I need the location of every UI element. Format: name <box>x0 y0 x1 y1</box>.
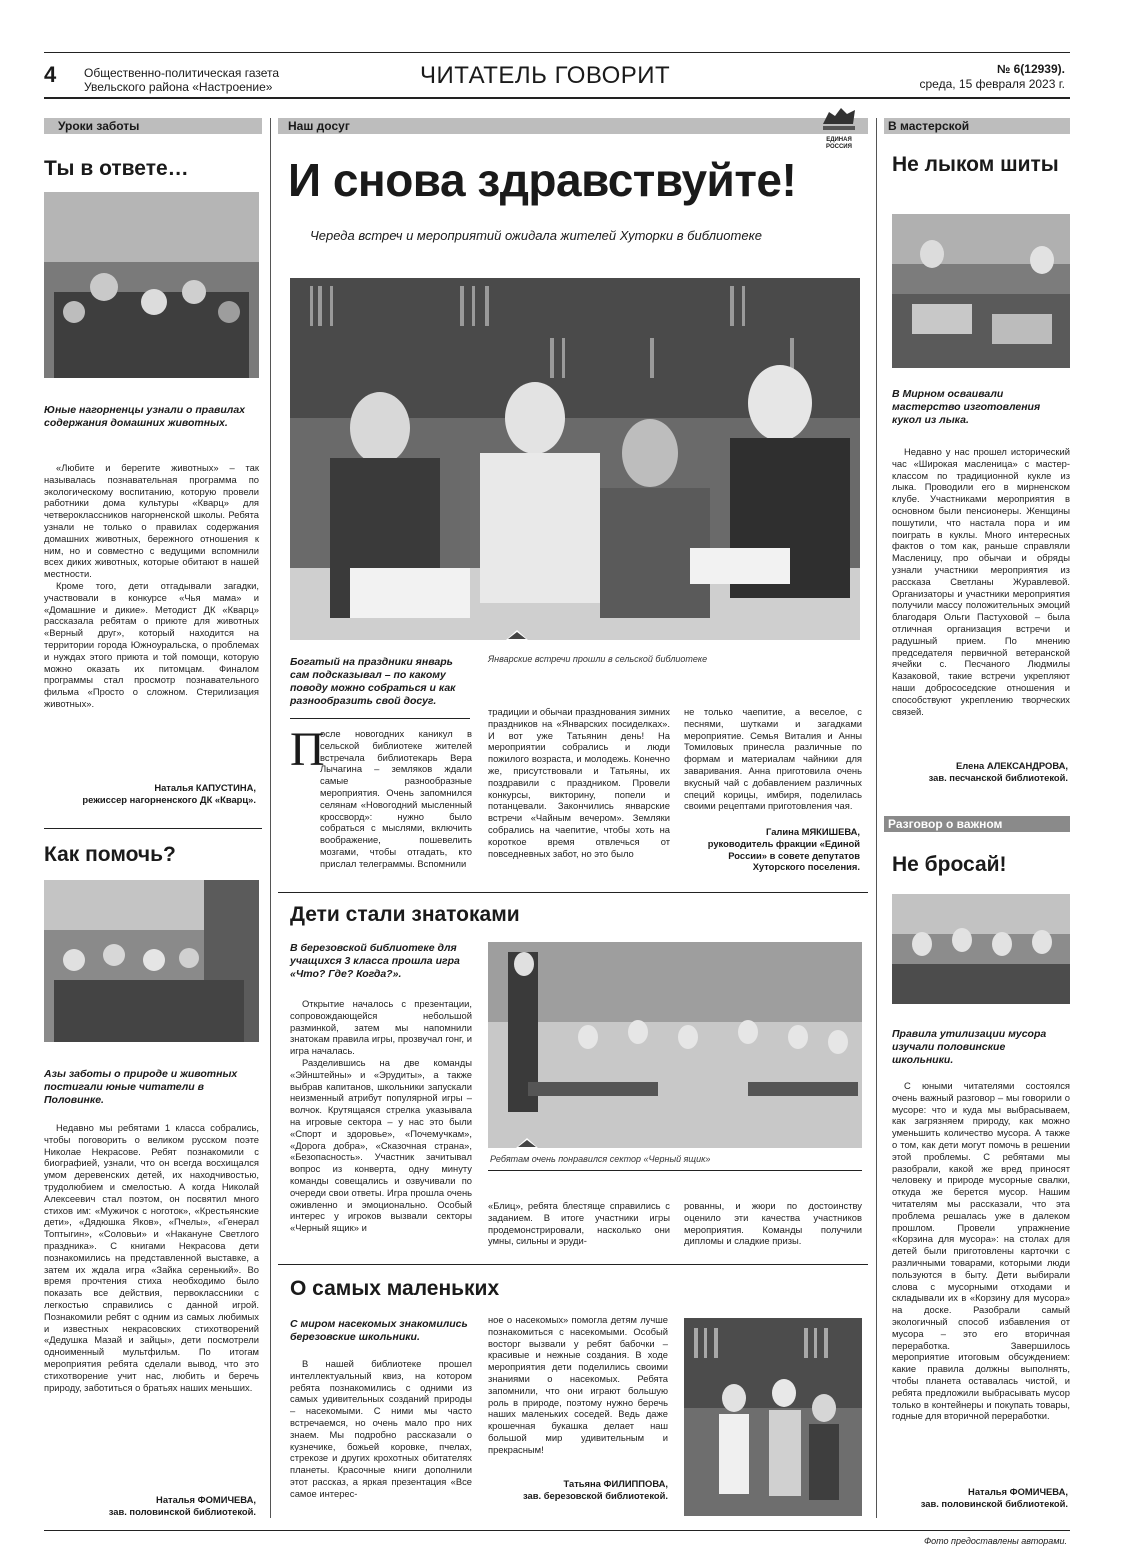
article-small-signature <box>488 1478 668 1502</box>
article-quiz-photo <box>488 942 862 1148</box>
photo-marker-icon <box>506 630 528 640</box>
article-small-col1 <box>290 1358 472 1500</box>
article-right1-body <box>892 446 1070 717</box>
article-right2-author: Наталья ФОМИЧЕВА, <box>968 1486 1068 1497</box>
article-quiz-paragraph: Разделившись на две команды «Эйнштейны» и «Эрудиты», а также выбрав капитанов, школьники запускали неизменный атрибут популярной игры – волчок. Крутящаяся стрелка указывала на игровые сектора – у нас это были «Спорт и здоровье», «Почемучкам», «Дорога добра», «Сказочная страна», «Безопасность». Участник зачитывал вопрос из конверта, одну минуту команды совещались и озвучивали по очереди свои ответы. Игра прошла очень оживленно и эмоционально. Особый интерес у игроков вызвали секторы «Черный ящик» и <box>290 1056 472 1234</box>
article-right1-photo <box>892 214 1070 368</box>
rubric-right-bottom: Разговор о важном <box>884 816 1070 832</box>
article-main-col1-text: осле новогодних каникул в сельской библиотеке жителей встречала библиотекарь Вера Лычагина – земляков ждали самые разнообразные мероприятия. Очень запомнился селянам «Новогодний мысленный кроссворд»: нужно было собраться с мыслями, включить воображение, пошевелить мозгами, чтобы отгадать, кто прислал телеграммы. Вспомнили <box>320 728 472 869</box>
rubric-right-top: В мастерской <box>884 118 1070 134</box>
article-left1-paragraph: «Любите и берегите животных» – так называлась познавательная программа по экологическому воспитанию, которую провели работники дома культуры «Кварц» для четвероклассников нагорненской школы. Ребята узнали не только о правилах содержания домашних животных, бережного отношения к ним, но и совместно с ведущими вспомнили всех диких животных, которые обитают в нашей местности. <box>44 462 259 580</box>
article-left2-body <box>44 1122 259 1393</box>
article-main-subtitle: Череда встреч и мероприятий ожидала жителей Хуторки в библиотеке <box>310 228 762 243</box>
article-small-col2 <box>488 1314 668 1456</box>
article-main-col3 <box>684 706 862 812</box>
header-rule <box>44 97 1070 99</box>
photo-credit: Фото предоставлены авторами. <box>923 1536 1067 1546</box>
article-main-author-role: руководитель фракции «Единой России» в совете депутатов Хуторского поселения. <box>707 837 860 873</box>
article-small-author-role: зав. березовской библиотекой. <box>522 1489 668 1501</box>
article-small-col1-text: В нашей библиотеке прошел интеллектуальный квиз, на котором ребята познакомились с одними из самых удивительных созданий природы – насекомыми. С ними мы часто встречаемся, но очень мало про них знаем. Мы подробно рассказали о кузнечике, божьей коровке, пчелах, стрекозе и других крохотных обитателях планеты. Красочные книги дополнили этот рассказ, а яркая презентация «Все самое интерес- <box>290 1358 472 1499</box>
article-main-author: Галина МЯКИШЕВА, <box>766 826 860 837</box>
rubric-center: Наш досуг <box>278 118 868 134</box>
article-main-title: И снова здравствуйте! <box>288 154 797 206</box>
photo-marker-icon <box>516 1138 538 1148</box>
article-right1-author-role: зав. песчанской библиотекой. <box>928 771 1068 783</box>
article-main-col2-text: традиции и обычаи празднования зимних праздников на «Январских посиделках». И вот уже Татьянин день! На мероприятии собрались и люди пожилого возраста, и молодежь. Конечно же, присутствовали и Татьяны, их поздравили с праздником. Провели конкурсы, викторину, попели и потанцевали. Закончились январские встречи «Чайным вечером». Земляки собрались на чаепитие, чтобы хоть на короткое время отвлечься от повседневных забот, но это было <box>488 706 670 859</box>
article-left1-signature <box>44 782 256 806</box>
article-left2-photo <box>44 880 259 1042</box>
page-number: 4 <box>44 62 57 87</box>
center-divider-2 <box>278 1264 868 1265</box>
article-quiz-col2 <box>488 1200 670 1247</box>
column-rule-left <box>270 118 271 1518</box>
article-right2-photo <box>892 894 1070 1004</box>
article-right2-title: Не бросай! <box>892 853 1007 876</box>
article-left2-author: Наталья ФОМИЧЕВА, <box>156 1494 256 1505</box>
article-quiz-col3 <box>684 1200 862 1247</box>
column-rule-right <box>876 118 877 1518</box>
article-right1-signature <box>892 760 1068 784</box>
logo-line1: ЕДИНАЯ <box>826 137 852 143</box>
footer-rule <box>44 1530 1070 1531</box>
issue-number: № 6(12939). <box>996 62 1065 76</box>
article-right2-author-role: зав. половинской библиотекой. <box>920 1497 1068 1509</box>
article-main-signature <box>684 826 860 873</box>
issue-info <box>920 62 1066 92</box>
article-left1-author: Наталья КАПУСТИНА, <box>154 782 256 793</box>
article-right1-lead: В Мирном осваивали мастерство изготовления кукол из лыка. <box>892 388 1041 426</box>
article-left1-author-role: режиссер нагорненского ДК «Кварц». <box>82 793 256 805</box>
article-small-author: Татьяна ФИЛИППОВА, <box>563 1478 668 1489</box>
article-left2-paragraph: Недавно мы ребятами 1 класса собрались, чтобы поговорить о великом русском поэте Николае Некрасове. Ребят познакомили с биографией, узнали, что он всегда восхищался умом деревенских детей, их находчивостью, трудолюбием и смелостью. А когда Николай Алексеевич стал поэтом, он посвятил много стихов им: «Мужичок с ноготок», «Крестьянские дети», «Дядюшка Яков», «Пчелы», «Генерал Топтыгин», «Соловьи» и «Накануне Светлого праздника». С книгами Некрасова дети познакомились на представленной выставке, а затем их ждала игра «Зайка серенький». Во время прочтения стиха необходимо было показать все действия, первоклассники с легкостью справились с данной игрой. Познакомили ребят с одним из самых любимых и известных некрасовских стихотворений «Дедушка Мазай и зайцы», дети посмотрели одноименный мультфильм. По итогам мероприятия ребята сделали вывод, что это стихотворение учит нас, любить и беречь природу, заботиться о братьях наших меньших. <box>44 1122 259 1393</box>
article-left1-title: Ты в ответе… <box>44 157 189 180</box>
article-left1-body <box>44 462 259 710</box>
article-left1-paragraph: Кроме того, дети отгадывали загадки, участвовали в конкурсе «Чья мама» и «Домашние и дикие». Методист ДК «Кварц» рассказала ребятам о приюте для животных «Верный друг», который находится на территории города Южноуральска, о проблемах и нуждах этого приюта и той помощи, которую можно оказать их питомцам. Финалом программы стал просмотр познавательного фильма «Просто о сложном. Стерилизация животных». <box>44 579 259 709</box>
article-left2-author-role: зав. половинской библиотекой. <box>108 1505 256 1517</box>
quiz-caption-rule <box>488 1170 862 1171</box>
party-logo <box>816 102 862 160</box>
logo-line2: РОССИЯ <box>826 144 852 150</box>
issue-date: среда, 15 февраля 2023 г. <box>919 77 1065 91</box>
article-small-photo <box>684 1318 862 1516</box>
center-divider-1 <box>278 892 868 893</box>
article-quiz-lead: В березовской библиотеке для учащихся 3 класса прошла игра «Что? Где? Когда?». <box>290 942 460 980</box>
article-left2-lead: Азы заботы о природе и животных постигали юные читатели в Половинке. <box>44 1068 238 1106</box>
article-quiz-title: Дети стали знатоками <box>290 903 520 926</box>
article-right2-lead: Правила утилизации мусора изучали половинские школьники. <box>892 1028 1047 1066</box>
article-main-lead-rule <box>290 718 470 719</box>
article-left2-signature <box>44 1494 256 1518</box>
section-title: ЧИТАТЕЛЬ ГОВОРИТ <box>420 62 671 89</box>
article-quiz-paragraph: Открытие началось с презентации, сопровождающейся небольшой разминкой, затем мы напомнили знатокам правила игры, прозвучал гонг, и игра началась. <box>290 998 472 1057</box>
article-small-col2-text: ное о насекомых» помогла детям лучше познакомиться с насекомыми. Особый восторг вызвали у ребят бабочки – красивые и нежные создания. В ходе мероприятия дети поделились своими знаниями о насекомых. Ребята запомнили, что они играют большую роль в природе, поэтому нужно беречь наших маленьких соседей. Ведь даже крошечная букашка делает наш большой мир удивительным и прекрасным! <box>488 1314 668 1455</box>
article-main-lead: Богатый на праздники январь сам подсказывал – по какому поводу можно собраться и как разнообразить свой досуг. <box>290 656 456 707</box>
article-left2-title: Как помочь? <box>44 843 176 866</box>
article-main-photo <box>290 278 860 640</box>
left-divider <box>44 828 262 829</box>
article-small-title: О самых маленьких <box>290 1277 500 1300</box>
article-main-dropcap: П <box>290 723 325 776</box>
article-right1-paragraph: Недавно у нас прошел исторический час «Широкая масленица» с мастер-классом по традиционной кукле из лыка. Проводили его в мирненском клубе. Участниками мероприятия в основном были пенсионеры. Женщины пошутили, что настала пора и им поиграть в куклы. Много интересных фактов о том как, раньше справляли Масленицу, про обычаи и обряды узнали участники мероприятия из рассказа Светланы Журавлевой. Организаторы и участники мероприятия получили массу положительных эмоций благодаря Ольги Пастуховой – была отличная организация встречи и радушный прием. По мнению председателя первичной ветеранской ячейки с. Песчаного Людмилы Казаковой, такие встречи укрепляют наши добрососедские отношения и способствуют укреплению творческих связей. <box>892 446 1070 717</box>
article-right2-body <box>892 1080 1070 1422</box>
article-quiz-col1 <box>290 998 472 1234</box>
top-rule <box>44 52 1070 53</box>
article-right2-paragraph: С юными читателями состоялся очень важный разговор – мы говорили о мусоре: что и куда мы выбрасываем, как загрязняем природу, как можно уменьшить количество мусора. А также о том, как дети могут помочь в решении этой проблемы. С ребятами мы разобрали, какой же вред приносят человеку и природе мусорные свалки, откуда же берется мусор. Нашим читателям мы рассказали, что эта проблема решалась уже в далеком прошлом. Провели упражнение «Корзина для мусора»: на столах для детей были приготовлены карточки с различными товарами, которыми люди пользуются в быту. Дети выбирали слова с мусорными отходами и складывали их в «Корзину для мусора» на доске. Разобрали самый экологичный способ избавления от мусора – это его вторичная переработка. Завершилось мероприятие итоговым обсуждением: какие правила должны выполнять, чтобы планета оставалась чистой, и ребята предложили выбрасывать мусор только в контейнеры и покупать товары, годные для вторичной переработки. <box>892 1080 1070 1422</box>
article-quiz-col3-text: рованны, и жюри по достоинству оценило эти качества участников мероприятия. Команды получили дипломы и сладкие призы. <box>684 1200 862 1247</box>
article-right1-title: Не лыком шиты <box>892 153 1059 176</box>
article-left1-lead: Юные нагорненцы узнали о правилах содержания домашних животных. <box>44 404 246 429</box>
article-quiz-col2-text: «Блиц», ребята блестяще справились с заданием. В итоге участники игры продемонстрировали, насколько они умны, сильны и эруди- <box>488 1200 670 1247</box>
bear-party-logo-icon <box>819 102 859 132</box>
article-left1-photo <box>44 192 259 378</box>
article-small-lead: С миром насекомых знакомились березовские школьники. <box>290 1318 468 1343</box>
article-main-photo-caption: Январские встречи прошли в сельской библиотеке <box>488 654 708 664</box>
publication-line2: Увельского района «Настроение» <box>84 80 273 94</box>
article-right2-signature <box>892 1486 1068 1510</box>
publication-line1: Общественно-политическая газета <box>84 66 280 80</box>
article-main-col3-text: не только чаепитие, а веселое, с песнями, шутками и загадками мероприятие. Семья Виталия и Анны Томиловых принесла различные по формам и материалам чайники для заваривания. Анна приготовила очень вкусный чай с добавлением различных специй корицы, имбиря, поделилась своими рецептами приготовления чая. <box>684 706 862 812</box>
article-main-col2 <box>488 706 670 859</box>
article-main-col1 <box>290 728 472 870</box>
publication-name <box>84 66 279 94</box>
article-right1-author: Елена АЛЕКСАНДРОВА, <box>956 760 1068 771</box>
rubric-left: Уроки заботы <box>44 118 262 134</box>
article-quiz-photo-caption: Ребятам очень понравился сектор «Черный ящик» <box>490 1154 711 1164</box>
